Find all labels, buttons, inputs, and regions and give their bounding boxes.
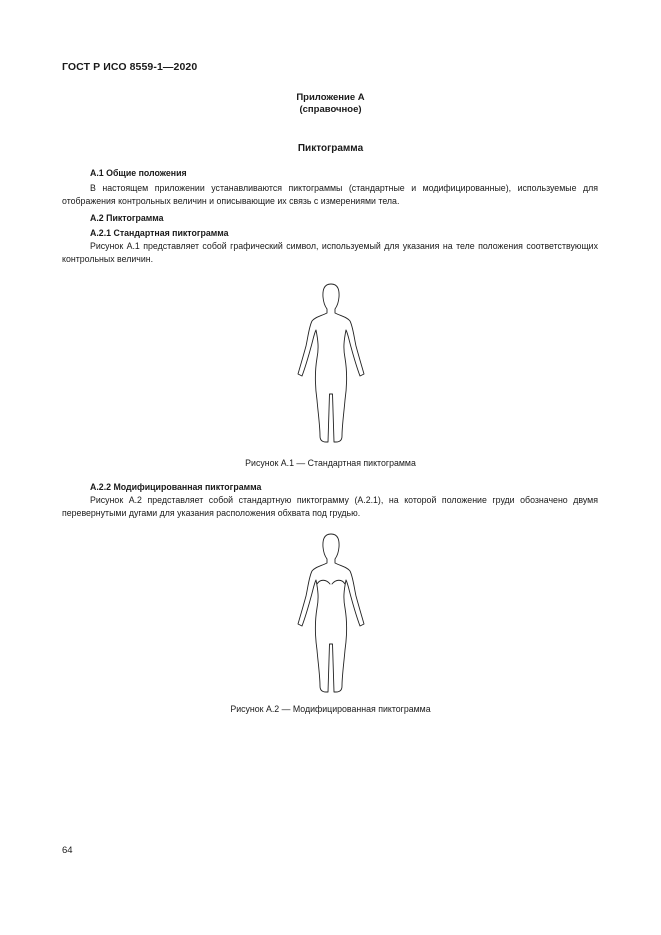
page-number: 64 xyxy=(62,845,73,856)
paragraph-a22: Рисунок А.2 представляет собой стандартную пиктограмму (А.2.1), на которой положение груди обозначено двумя перевернутыми дугами для указания расположения обхвата под грудью. xyxy=(62,495,598,518)
heading-a2: А.2 Пиктограмма xyxy=(90,213,164,223)
document-code-header: ГОСТ Р ИСО 8559-1—2020 xyxy=(62,61,198,73)
paragraph-a21: Рисунок А.1 представляет собой графический символ, используемый для указания на теле положения соответствующих контрольных величин. xyxy=(62,241,598,264)
figure-a2-caption: Рисунок А.2 — Модифицированная пиктограмма xyxy=(230,704,431,714)
heading-a22: А.2.2 Модифицированная пиктограмма xyxy=(90,482,262,492)
body-outline xyxy=(298,534,364,692)
modified-pictogram-figure xyxy=(291,532,371,696)
body-outline xyxy=(298,284,364,442)
paragraph-a1: В настоящем приложении устанавливаются пиктограммы (стандартные и модифицированные), используемые для отображения контрольных величин и описывающие их связь с измерениями тела. xyxy=(62,183,598,206)
figure-a2 xyxy=(0,532,661,696)
annex-title: Приложение А xyxy=(296,92,365,103)
standard-pictogram-figure xyxy=(291,282,371,446)
heading-a1: А.1 Общие положения xyxy=(90,168,187,178)
figure-a1-caption: Рисунок А.1 — Стандартная пиктограмма xyxy=(245,458,416,468)
section-title: Пиктограмма xyxy=(297,143,364,154)
annex-subtitle: (справочное) xyxy=(299,104,362,115)
right-bust-arc xyxy=(332,580,345,584)
figure-a1 xyxy=(0,282,661,446)
heading-a21: А.2.1 Стандартная пиктограмма xyxy=(90,228,229,238)
left-bust-arc xyxy=(317,580,330,584)
